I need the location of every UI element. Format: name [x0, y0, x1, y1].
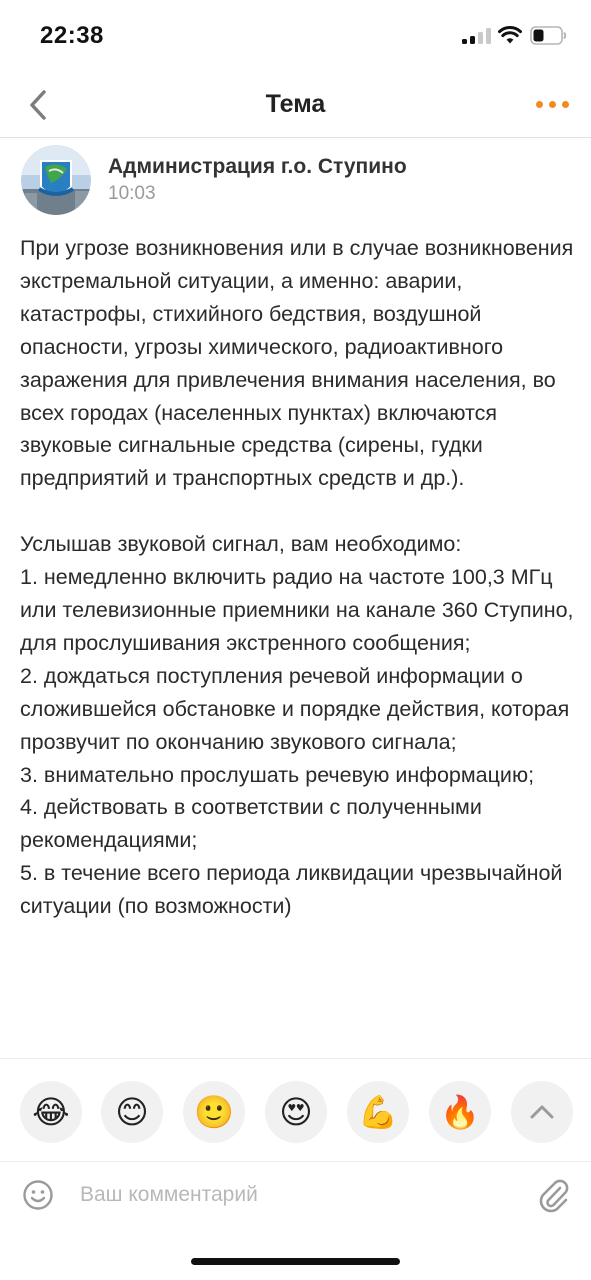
- author-avatar[interactable]: [21, 145, 91, 215]
- cellular-signal-icon: [462, 28, 492, 44]
- smile-outline-icon[interactable]: [22, 1179, 54, 1211]
- author-name[interactable]: Администрация г.о. Ступино: [108, 155, 407, 178]
- home-indicator: [191, 1258, 400, 1265]
- smiling-emoji-icon[interactable]: 😊: [101, 1081, 163, 1143]
- reactions-bar: [0, 1058, 591, 1162]
- wifi-icon: [498, 26, 522, 44]
- status-bar: [0, 0, 591, 72]
- post-author: [0, 143, 591, 223]
- comment-bar: [0, 1163, 591, 1229]
- laughing-tears-emoji-icon[interactable]: 😂: [20, 1081, 82, 1143]
- post-time: 10:03: [108, 183, 156, 204]
- fire-emoji-icon[interactable]: 🔥: [429, 1081, 491, 1143]
- status-time: 22:38: [40, 22, 104, 49]
- battery-icon: [530, 26, 567, 45]
- comment-input[interactable]: [80, 1176, 520, 1214]
- more-options-icon[interactable]: [534, 94, 574, 116]
- paperclip-icon[interactable]: [536, 1177, 570, 1213]
- post-body: [20, 232, 580, 1058]
- heart-eyes-emoji-icon[interactable]: 😍: [265, 1081, 327, 1143]
- post-text: При угрозе возникновения или в случае возникновения экстремальной ситуации, а именно: аварии, катастрофы, стихийного бедствия, воздушной опасности, угрозы химического, радиоактивного заражения для привлечения внимания населения, во всех городах (населенных пунктах) включаются звуковые сигнальные средства (сирены, гудки предприятий и транспортных средств и др.). Услышав звуковой сигнал, вам необходимо: 1. немедленно включить радио на частоте 100,3 МГц или телевизионные приемники на канале 360 Ступино, для прослушивания экстренного сообщения; 2. дождаться поступления речевой информации о сложившейся обстановке и порядке действия, которая прозвучит по окончанию звукового сигнала; 3. внимательно прослушать речевую информацию; 4. действовать в соответствии с полученными рекомендациями; 5. в течение всего периода ликвидации чрезвычайной ситуации (по возможности): [20, 236, 574, 919]
- chevron-up-icon: [529, 1104, 555, 1120]
- page-title: Тема: [265, 90, 326, 118]
- slight-smile-emoji-icon[interactable]: 🙂: [183, 1081, 245, 1143]
- flexed-biceps-emoji-icon[interactable]: 💪: [347, 1081, 409, 1143]
- nav-bar: [0, 72, 591, 138]
- expand-reactions-button[interactable]: [511, 1081, 573, 1143]
